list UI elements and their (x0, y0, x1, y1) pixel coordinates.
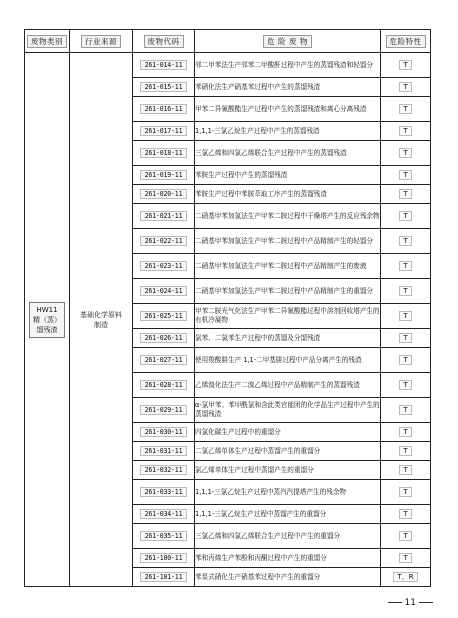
waste-description: 1,1,1-三氯乙烷生产过程中蒸馏产生的重馏分 (195, 505, 381, 524)
waste-code: 261-100-11 (140, 553, 188, 563)
waste-code-cell (133, 229, 195, 254)
hazard-characteristic-cell (381, 461, 431, 480)
waste-code-cell (133, 524, 195, 549)
waste-code: 261-020-11 (140, 189, 188, 199)
hazard-characteristic: T (399, 286, 411, 296)
waste-code: 261-016-11 (140, 104, 188, 114)
waste-code: 261-029-11 (140, 405, 188, 415)
waste-code: 261-032-11 (140, 465, 188, 475)
waste-code: 261-022-11 (140, 236, 188, 246)
waste-description: 氯乙烯单体生产过程中蒸馏产生的重馏分 (195, 461, 381, 480)
hazard-characteristic: T，R (393, 572, 417, 582)
waste-code-cell (133, 141, 195, 166)
header-code: 废物代码 (133, 30, 195, 53)
waste-code-cell (133, 166, 195, 185)
hazard-characteristic: T (399, 311, 411, 321)
waste-code: 261-031-11 (140, 446, 188, 456)
waste-code-cell (133, 185, 195, 204)
waste-code: 261-018-11 (140, 148, 188, 158)
hazard-characteristic-cell (381, 329, 431, 348)
waste-description: 四氯化碳生产过程中的重馏分 (195, 423, 381, 442)
header-waste: 危 险 废 物 (195, 30, 381, 53)
waste-description: 1,1,1-三氯乙烷生产过程中蒸汽汽提塔产生的残余物 (195, 480, 381, 505)
waste-code-cell (133, 53, 195, 78)
page-footer (385, 598, 436, 608)
waste-code: 261-015-11 (140, 82, 188, 92)
waste-code: 261-017-11 (140, 126, 188, 136)
hazard-characteristic: T (399, 355, 411, 365)
hazard-characteristic-cell (381, 185, 431, 204)
footer-dash-left (388, 602, 402, 603)
hazard-characteristic: T (399, 189, 411, 199)
waste-code: 261-024-11 (140, 286, 188, 296)
hazard-characteristic: T (399, 465, 411, 475)
waste-code-cell (133, 549, 195, 568)
header-industry: 行业来源 (70, 30, 133, 53)
waste-description: 邻二甲苯法生产邻苯二甲酸酐过程中产生的蒸馏残渣和轻馏分 (195, 53, 381, 78)
hazard-characteristic-cell (381, 97, 431, 122)
hazard-characteristic: T (399, 380, 411, 390)
waste-code-cell (133, 329, 195, 348)
waste-code: 261-025-11 (140, 311, 188, 321)
waste-code-cell (133, 348, 195, 373)
waste-code: 261-030-11 (140, 427, 188, 437)
waste-description: 苯胺生产过程中产生的蒸馏残渣 (195, 166, 381, 185)
hazard-characteristic-cell (381, 166, 431, 185)
hazard-characteristic-cell (381, 53, 431, 78)
industry-source-cell (70, 53, 133, 587)
waste-code-cell (133, 97, 195, 122)
hazard-characteristic-cell (381, 254, 431, 279)
hazard-characteristic-cell (381, 442, 431, 461)
hazard-characteristic-cell (381, 204, 431, 229)
waste-code: 261-101-11 (140, 572, 188, 582)
hazard-characteristic-cell (381, 549, 431, 568)
hazard-characteristic: T (399, 60, 411, 70)
hazardous-waste-table (24, 29, 431, 587)
waste-description: 二氯乙烯单体生产过程中蒸馏产生的重馏分 (195, 442, 381, 461)
waste-description: 二硝基甲苯加氢法生产甲苯二胺过程中产品精制产生的重馏分 (195, 279, 381, 304)
waste-code-cell (133, 304, 195, 329)
waste-code-cell (133, 373, 195, 398)
waste-description: 苯硝化法生产硝基苯过程中产生的蒸馏残渣 (195, 78, 381, 97)
waste-code: 261-023-11 (140, 261, 188, 271)
waste-description: 使用羧酸肼生产 1,1-二甲基肼过程中产品分离产生的残渣 (195, 348, 381, 373)
hazard-characteristic-cell (381, 122, 431, 141)
waste-code-cell (133, 122, 195, 141)
hazard-characteristic-cell (381, 279, 431, 304)
waste-description: α-氯甲苯、苯甲酰氯和含此类官能团的化学品生产过程中产生的蒸馏残渣 (195, 398, 381, 423)
hazard-characteristic: T (399, 261, 411, 271)
hazard-characteristic: T (399, 211, 411, 221)
waste-code: 261-034-11 (140, 509, 188, 519)
waste-code-cell (133, 254, 195, 279)
waste-description: 甲苯二异氰酸酯生产过程中产生的蒸馏残渣和离心分离残渣 (195, 97, 381, 122)
table-header-row (25, 30, 431, 53)
hazard-characteristic: T (399, 104, 411, 114)
waste-code: 261-014-11 (140, 60, 188, 70)
waste-category-label: HW11 精（蒸） 馏残渣 (29, 302, 65, 338)
page-number: 11 (404, 598, 416, 608)
header-hazard: 危险特性 (381, 30, 431, 53)
hazard-characteristic-cell (381, 524, 431, 549)
hazard-characteristic-cell (381, 141, 431, 166)
hazard-characteristic: T (399, 405, 411, 415)
hazard-characteristic: T (399, 236, 411, 246)
waste-code-cell (133, 78, 195, 97)
waste-code-cell (133, 279, 195, 304)
waste-category-cell (25, 53, 70, 587)
hazard-characteristic: T (399, 531, 411, 541)
hazard-characteristic: T (399, 509, 411, 519)
hazard-characteristic-cell (381, 480, 431, 505)
waste-code: 261-021-11 (140, 211, 188, 221)
hazard-characteristic: T (399, 427, 411, 437)
waste-description: 二硝基甲苯加氢法生产甲苯二胺过程中产品精制产生的废液 (195, 254, 381, 279)
hazard-characteristic-cell (381, 348, 431, 373)
waste-description: 二硝基甲苯加氢法生产甲苯二胺过程中干燥塔产生的反应残余物 (195, 204, 381, 229)
footer-dash-right (419, 602, 433, 603)
hazard-characteristic: T (399, 553, 411, 563)
waste-description: 甲苯二胺光气化法生产甲苯二异氰酸酯过程中溶剂回收塔产生的有机冷凝物 (195, 304, 381, 329)
industry-source-label: 基础化学原料 制造 (80, 310, 122, 329)
hazard-characteristic-cell (381, 398, 431, 423)
hazard-characteristic: T (399, 487, 411, 497)
waste-code: 261-033-11 (140, 487, 188, 497)
waste-code-cell (133, 398, 195, 423)
hazard-characteristic-cell (381, 423, 431, 442)
waste-description: 1,1,1-三氯乙烷生产过程中产生的蒸馏残渣 (195, 122, 381, 141)
waste-code: 261-028-11 (140, 380, 188, 390)
hazard-characteristic-cell (381, 304, 431, 329)
waste-code-cell (133, 568, 195, 587)
table-row (25, 53, 431, 78)
hazard-characteristic-cell (381, 373, 431, 398)
waste-code-cell (133, 461, 195, 480)
waste-description: 二硝基甲苯加氢法生产甲苯二胺过程中产品精制产生的轻馏分 (195, 229, 381, 254)
hazard-characteristic: T (399, 333, 411, 343)
waste-code: 261-019-11 (140, 170, 188, 180)
hazard-characteristic: T (399, 82, 411, 92)
hazard-characteristic: T (399, 170, 411, 180)
waste-description: 三氯乙烯和四氯乙烯联合生产过程中产生的蒸馏残渣 (195, 141, 381, 166)
hazard-characteristic: T (399, 126, 411, 136)
waste-description: 苯泵式硝化生产硝基苯过程中产生的重馏分 (195, 568, 381, 587)
header-category: 废物类别 (25, 30, 70, 53)
waste-description: 三氯乙烯和四氯乙烯联合生产过程中产生的重馏分 (195, 524, 381, 549)
waste-description: 苯胺生产过程中苯胺萃取工序产生的蒸馏残渣 (195, 185, 381, 204)
waste-code-cell (133, 505, 195, 524)
hazard-characteristic-cell (381, 568, 431, 587)
waste-code: 261-035-11 (140, 531, 188, 541)
waste-description: 乙烯溴化法生产二溴乙烯过程中产品精制产生的蒸馏残渣 (195, 373, 381, 398)
hazard-characteristic-cell (381, 78, 431, 97)
hazard-characteristic-cell (381, 505, 431, 524)
waste-description: 氯苯、二氯苯生产过程中的蒸馏及分馏残渣 (195, 329, 381, 348)
waste-description: 苯和丙烯生产苯酚和丙酮过程中产生的重馏分 (195, 549, 381, 568)
waste-code: 261-027-11 (140, 355, 188, 365)
waste-code-cell (133, 423, 195, 442)
waste-code-cell (133, 204, 195, 229)
waste-code: 261-026-11 (140, 333, 188, 343)
hazard-characteristic: T (399, 446, 411, 456)
hazard-characteristic: T (399, 148, 411, 158)
hazard-characteristic-cell (381, 229, 431, 254)
waste-code-cell (133, 480, 195, 505)
waste-code-cell (133, 442, 195, 461)
